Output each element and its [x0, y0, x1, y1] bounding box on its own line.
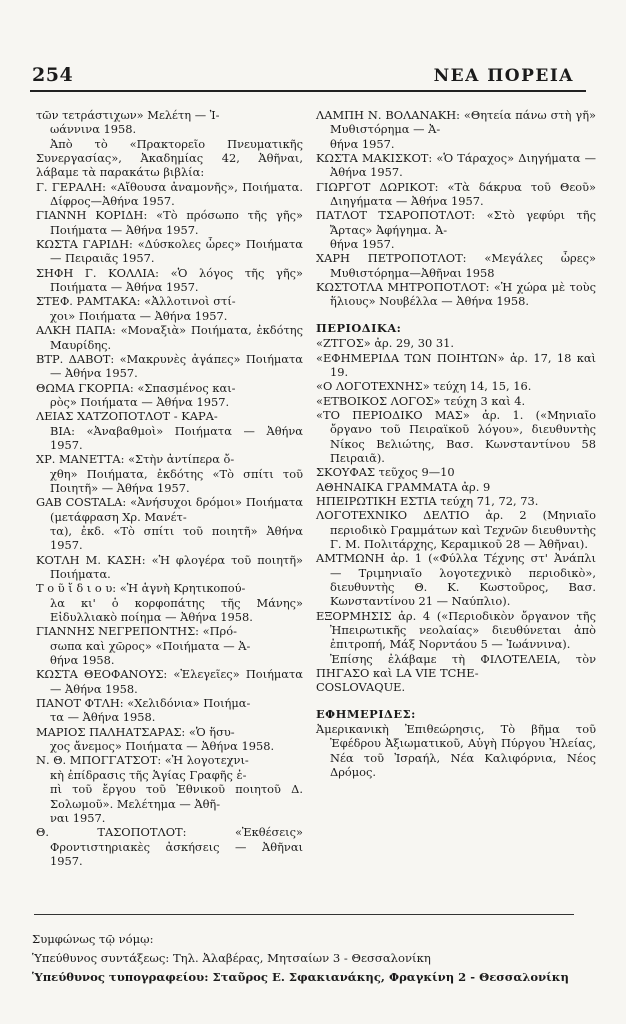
- list-item: «ΖΤΓΟΣ» ἀρ. 29, 30 31.: [316, 336, 454, 351]
- page-number: 254: [32, 64, 74, 86]
- list-item: ΠΑΝΟΤ ΦΤΛΗ: «Χελιδόνια» Ποιήμα- τα — Ἀθήνα 1958.: [36, 696, 251, 725]
- list-item: Γ. ΓΕΡΑΛΗ: «Αἴθουσα ἀναμονῆς», Ποιήματα. Δίφρος—Ἀθήνα 1957.: [36, 179, 303, 209]
- list-item: ΑΘΗΝΑΙΚΑ ΓΡΑΜΜΑΤΑ ἀρ. 9: [316, 479, 491, 494]
- legal-note: Συμφώνως τῷ νόμῳ:: [32, 932, 154, 946]
- list-item: ΛΑΜΠΗ Ν. ΒΟΛΑΝΑΚΗ: «Θητεία πάνω στὴ γῆ» Μυθιστόρημα — Ἀ- θήνα 1957.: [316, 108, 596, 151]
- periodicals-heading: ΠΕΡΙΟΔΙΚΑ:: [316, 320, 402, 335]
- list-item: ΑΛΚΗ ΠΑΠΑ: «Μοναξιὰ» Ποιήματα, ἐκδότης Μαυρίδης.: [36, 323, 303, 352]
- list-item: τῶν τετράστιχων» Μελέτη — Ἰ- ωάννινα 1958.: [36, 108, 220, 137]
- list-item: Ν. Θ. ΜΠΟΓΓΑΤΣΟΤ: «Ἡ λογοτεχνι- κὴ ἐπίδρασις τῆς Ἁγίας Γραφῆς ἐ- πὶ τοῦ ἔργου τοῦ Ἐθνικοῦ ποιητοῦ Δ. Σολωμοῦ». Μελέτημα — Ἀθῆ- ναι 1957.: [36, 753, 303, 825]
- newspapers-heading: ΕΦΗΜΕΡΙΔΕΣ:: [316, 706, 416, 721]
- newspapers-list: Ἀμερικανικὴ Ἐπιθεώρησις, Τὸ βῆμα τοῦ Ἐφέδρου Ἀξιωματικοῦ, Αὐγὴ Πύργου Ἠλείας, Νέα τοῦ Ἰσραήλ, Νέα Καλιφόρνια, Νέος Δρόμος.: [316, 722, 596, 780]
- list-item: ΗΠΕΙΡΩΤΙΚΗ ΕΣΤΙΑ τεύχη 71, 72, 73.: [316, 493, 539, 508]
- list-item: ΕΞΟΡΜΗΣΙΣ ἀρ. 4 («Περιοδικὸν ὄργανον τῆς Ἠπειρωτικῆς νεολαίας» διευθύνεται ἀπὸ ἐπιτροπή, Μάξ Νορντάου 5 — Ἰωάννινα).: [316, 608, 596, 652]
- list-item: ΚΩΣΤΟΤΛΑ ΜΗΤΡΟΠΟΤΛΟΤ: «Ἡ χώρα μὲ τοὺς ἥλιους» Νουβέλλα — Ἀθήνα 1958.: [316, 280, 596, 309]
- list-item: ΜΑΡΙΟΣ ΠΑΛΗΑΤΣΑΡΑΣ: «Ὁ ἥσυ- χος ἄνεμος» Ποιήματα — Ἀθήνα 1958.: [36, 724, 275, 754]
- list-item: ΚΩΣΤΑ ΘΕΟΦΑΝΟΥΣ: «Ἐλεγεῖες» Ποιήματα — Ἀθήνα 1958.: [36, 667, 303, 696]
- list-item: GAB COSTALA: «Ἀνήσυχοι δρόμοι» Ποιήματα (μετάφραση Χρ. Μανέτ- τα), ἐκδ. «Τὸ σπίτι τοῦ ποιητῆ» Ἀθήνα 1957.: [36, 495, 303, 553]
- footer-rule: [34, 914, 574, 915]
- printer-line: Ὑπεύθυνος τυπογραφείου: Σταῦρος Ε. Σφακιανάκης, Φραγκίνη 2 - Θεσσαλονίκη: [32, 970, 569, 984]
- header-rule: [30, 90, 586, 92]
- list-item: «Ο ΛΟΓΟΤΕΧΝΗΣ» τεύχη 14, 15, 16.: [316, 379, 532, 394]
- left-column: [36, 108, 303, 868]
- list-item: «ΕΤΒΟΙΚΟΣ ΛΟΓΟΣ» τεύχη 3 καὶ 4.: [316, 393, 526, 408]
- list-item: «ΕΦΗΜΕΡΙΔΑ ΤΩΝ ΠΟΙΗΤΩΝ» ἀρ. 17, 18 καὶ 19.: [316, 350, 596, 379]
- list-item: ΚΟΤΛΗ Μ. ΚΑΣΗ: «Ἡ φλογέρα τοῦ ποιητῆ» Ποιήματα.: [36, 552, 303, 581]
- list-item: «ΤΟ ΠΕΡΙΟΔΙΚΟ ΜΑΣ» ἀρ. 1. («Μηνιαῖο ὄργανο τοῦ Πειραϊκοῦ λόγου», διευθυντὴς Νίκος Βελιώτης, Βασ. Κωνσταντίνου 58 Πειραιᾶ).: [316, 407, 596, 465]
- list-item: ΠΑΤΛΟΤ ΤΣΑΡΟΠΟΤΛΟΤ: «Στὸ γεφύρι τῆς Ἄρτας» Ἀφήγημα. Ἀ- θήνα 1957.: [316, 208, 596, 252]
- list-item: ΧΡ. ΜΑΝΕΤΤΑ: «Στὴν ἀντίπερα ὄ- χθη» Ποιήματα, ἐκδότης «Τὸ σπίτι τοῦ Ποιητῆ» — Ἀθήνα 1957.: [36, 452, 303, 495]
- list-item: Θ. ΤΑΣΟΠΟΤΛΟΤ: «Ἐκθέσεις» Φροντιστηριακὲς ἀσκήσεις — Ἀθῆναι 1957.: [36, 825, 303, 868]
- list-item: ΚΩΣΤΑ ΓΑΡΙΔΗ: «Δύσκολες ὧρες» Ποιήματα — Πειραιᾶς 1957.: [36, 237, 303, 266]
- right-column: [316, 108, 596, 779]
- list-item: ΛΕΙΑΣ ΧΑΤΖΟΠΟΤΛΟΤ - ΚΑΡΑ- ΒΙΑ: «Ἀναβαθμοὶ» Ποιήματα — Ἀθήνα 1957.: [36, 409, 303, 452]
- intro-paragraph: Ἀπὸ τὸ «Πρακτορεῖο Πνευματικῆς Συνεργασίας», Ἀκαδημίας 42, Ἀθῆναι, λάβαμε τὰ παρακάτω βιβλία:: [36, 136, 303, 180]
- list-item: ΧΑΡΗ ΠΕΤΡΟΠΟΤΛΟΤ: «Μεγάλες ὧρες» Μυθιστόρημα—Ἀθῆναι 1958: [316, 251, 596, 280]
- list-item: ΘΩΜΑ ΓΚΟΡΠΑ: «Σπασμένος και- ρὸς» Ποιήματα — Ἀθήνα 1957.: [36, 380, 236, 409]
- imprint: [32, 930, 612, 987]
- list-item: ΓΙΩΡΓΟΤ ΔΩΡΙΚΟΤ: «Τὰ δάκρυα τοῦ Θεοῦ» Διηγήματα — Ἀθήνα 1957.: [316, 179, 596, 209]
- editor-line: Ὑπεύθυνος συντάξεως: Τηλ. Ἀλαβέρας, Μητσαίων 3 - Θεσσαλονίκη: [32, 951, 431, 965]
- list-item: Τ ο ῦ ἴ δ ι ο υ: «Ἡ ἁγνὴ Κρητικοπού- λα κι' ὁ κορφοπάτης τῆς Μάνης» Εἰδυλλιακὸ ποίημα — Ἀθήνα 1958.: [36, 581, 303, 625]
- list-item: ΚΩΣΤΑ ΜΑΚΙΣΚΟΤ: «Ὁ Τάραχος» Διηγήματα — Ἀθήνα 1957.: [316, 151, 596, 180]
- list-item: ΓΙΑΝΝΗΣ ΝΕΓΡΕΠΟΝΤΗΣ: «Πρό- σωπα καὶ χῶρος» «Ποιήματα — Ἀ- θήνα 1958.: [36, 624, 251, 668]
- list-item: ΓΙΑΝΝΗ ΚΟΡΙΔΗ: «Τὸ πρόσωπο τῆς γῆς» Ποιήματα — Ἀθήνα 1957.: [36, 208, 303, 237]
- list-item: ΣΗΦΗ Γ. ΚΟΛΛΙΑ: «Ὁ λόγος τῆς γῆς» Ποιήματα — Ἀθήνα 1957.: [36, 265, 303, 295]
- also-received-paragraph: Ἐπίσης ἐλάβαμε τὴ ΦΙΛΟΤΕΛΕΙΑ, τὸν ΠΗΓΑΣΟ καὶ LA VIE TCHE- COSLOVAQUE.: [316, 651, 596, 695]
- list-item: ΛΟΓΟΤΕΧΝΙΚΟ ΔΕΛΤΙΟ ἀρ. 2 (Μηνιαῖο περιοδικὸ Γραμμάτων καὶ Τεχνῶν διευθυντὴς Γ. Μ. Πολιτάρχης, Κεραμικοῦ 28 — Ἀθῆναι).: [316, 508, 596, 551]
- list-item: ΑΜΤΜΩΝΗ ἀρ. 1 («Φύλλα Τέχνης στ' Ἀνάπλι — Τριμηνιαῖο λογοτεχνικὸ περιοδικὸ», διευθυντὴς Θ. Κ. Κωστοῦρος, Βασ. Κωνσταντίνου 21 — Ναύπλιο).: [316, 551, 596, 609]
- list-item: ΣΤΕΦ. ΡΑΜΤΑΚΑ: «Ἀλλοτινοὶ στί- χοι» Ποιήματα — Ἀθήνα 1957.: [36, 294, 236, 323]
- running-title: ΝΕΑ ΠΟΡΕΙΑ: [433, 66, 574, 86]
- list-item: ΣΚΟΥΦΑΣ τεῦχος 9—10: [316, 465, 455, 480]
- list-item: ΒΤΡ. ΔΑΒΟΤ: «Μακρυνὲς ἀγάπες» Ποιήματα — Ἀθήνα 1957.: [36, 351, 303, 381]
